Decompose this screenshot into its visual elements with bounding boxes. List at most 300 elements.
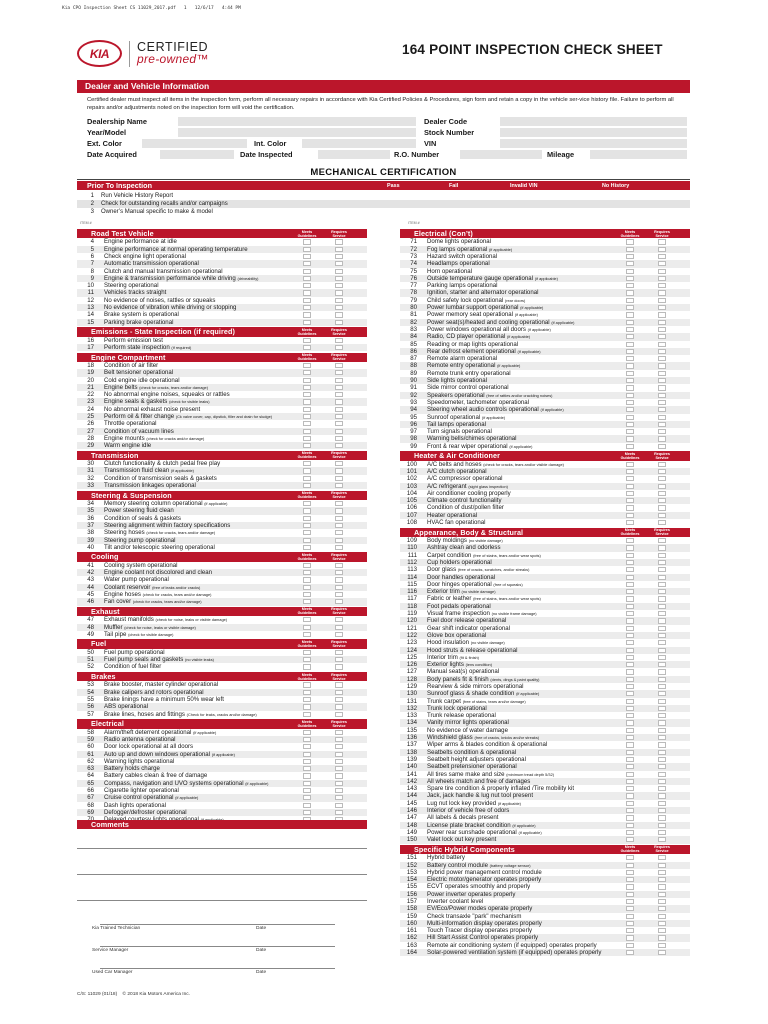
meets-guidelines-checkbox[interactable] [626,342,634,347]
meets-guidelines-checkbox[interactable] [626,429,634,434]
requires-service-checkbox[interactable] [658,513,666,518]
meets-guidelines-checkbox[interactable] [626,706,634,711]
requires-service-checkbox[interactable] [658,662,666,667]
meets-guidelines-checkbox[interactable] [626,677,634,682]
meets-guidelines-checkbox[interactable] [626,892,634,897]
meets-guidelines-checkbox[interactable] [303,305,311,310]
meets-guidelines-checkbox[interactable] [626,626,634,631]
meets-guidelines-checkbox[interactable] [626,290,634,295]
meets-guidelines-checkbox[interactable] [626,728,634,733]
requires-service-checkbox[interactable] [658,677,666,682]
requires-service-checkbox[interactable] [658,855,666,860]
meets-guidelines-checkbox[interactable] [626,498,634,503]
requires-service-checkbox[interactable] [335,766,343,771]
meets-guidelines-checkbox[interactable] [303,570,311,575]
meets-guidelines-checkbox[interactable] [626,254,634,259]
requires-service-checkbox[interactable] [335,592,343,597]
requires-service-checkbox[interactable] [335,545,343,550]
requires-service-checkbox[interactable] [335,407,343,412]
requires-service-checkbox[interactable] [335,577,343,582]
requires-service-checkbox[interactable] [658,884,666,889]
meets-guidelines-checkbox[interactable] [626,589,634,594]
meets-guidelines-checkbox[interactable] [626,633,634,638]
requires-service-checkbox[interactable] [658,371,666,376]
requires-service-checkbox[interactable] [658,713,666,718]
requires-service-checkbox[interactable] [658,276,666,281]
requires-service-checkbox[interactable] [335,664,343,669]
ro-number-field[interactable] [460,150,542,159]
requires-service-checkbox[interactable] [335,305,343,310]
requires-service-checkbox[interactable] [658,626,666,631]
requires-service-checkbox[interactable] [658,950,666,955]
requires-service-checkbox[interactable] [658,892,666,897]
requires-service-checkbox[interactable] [335,810,343,815]
meets-guidelines-checkbox[interactable] [626,837,634,842]
requires-service-checkbox[interactable] [658,462,666,467]
requires-service-checkbox[interactable] [658,269,666,274]
requires-service-checkbox[interactable] [658,633,666,638]
requires-service-checkbox[interactable] [658,393,666,398]
stock-number-field[interactable] [500,128,687,137]
meets-guidelines-checkbox[interactable] [303,599,311,604]
meets-guidelines-checkbox[interactable] [303,461,311,466]
meets-guidelines-checkbox[interactable] [626,596,634,601]
meets-guidelines-checkbox[interactable] [626,943,634,948]
meets-guidelines-checkbox[interactable] [626,407,634,412]
requires-service-checkbox[interactable] [658,837,666,842]
meets-guidelines-checkbox[interactable] [626,553,634,558]
meets-guidelines-checkbox[interactable] [303,810,311,815]
requires-service-checkbox[interactable] [335,436,343,441]
meets-guidelines-checkbox[interactable] [626,699,634,704]
meets-guidelines-checkbox[interactable] [303,345,311,350]
meets-guidelines-checkbox[interactable] [303,704,311,709]
requires-service-checkbox[interactable] [658,429,666,434]
meets-guidelines-checkbox[interactable] [626,444,634,449]
meets-guidelines-checkbox[interactable] [303,421,311,426]
requires-service-checkbox[interactable] [658,363,666,368]
meets-guidelines-checkbox[interactable] [303,690,311,695]
requires-service-checkbox[interactable] [658,407,666,412]
requires-service-checkbox[interactable] [658,247,666,252]
requires-service-checkbox[interactable] [335,523,343,528]
requires-service-checkbox[interactable] [335,269,343,274]
requires-service-checkbox[interactable] [335,468,343,473]
requires-service-checkbox[interactable] [658,772,666,777]
requires-service-checkbox[interactable] [658,491,666,496]
meets-guidelines-checkbox[interactable] [303,276,311,281]
requires-service-checkbox[interactable] [335,414,343,419]
requires-service-checkbox[interactable] [658,735,666,740]
requires-service-checkbox[interactable] [335,399,343,404]
meets-guidelines-checkbox[interactable] [303,298,311,303]
meets-guidelines-checkbox[interactable] [303,392,311,397]
meets-guidelines-checkbox[interactable] [626,582,634,587]
requires-service-checkbox[interactable] [658,560,666,565]
meets-guidelines-checkbox[interactable] [626,261,634,266]
requires-service-checkbox[interactable] [335,298,343,303]
requires-service-checkbox[interactable] [335,788,343,793]
meets-guidelines-checkbox[interactable] [626,247,634,252]
meets-guidelines-checkbox[interactable] [626,655,634,660]
requires-service-checkbox[interactable] [658,505,666,510]
requires-service-checkbox[interactable] [658,498,666,503]
requires-service-checkbox[interactable] [335,516,343,521]
requires-service-checkbox[interactable] [658,476,666,481]
vin-field[interactable] [500,139,687,148]
meets-guidelines-checkbox[interactable] [626,334,634,339]
requires-service-checkbox[interactable] [335,261,343,266]
meets-guidelines-checkbox[interactable] [303,261,311,266]
requires-service-checkbox[interactable] [658,589,666,594]
requires-service-checkbox[interactable] [658,742,666,747]
requires-service-checkbox[interactable] [658,290,666,295]
meets-guidelines-checkbox[interactable] [303,254,311,259]
meets-guidelines-checkbox[interactable] [626,305,634,310]
meets-guidelines-checkbox[interactable] [303,592,311,597]
meets-guidelines-checkbox[interactable] [303,664,311,669]
requires-service-checkbox[interactable] [335,730,343,735]
requires-service-checkbox[interactable] [658,863,666,868]
meets-guidelines-checkbox[interactable] [626,520,634,525]
requires-service-checkbox[interactable] [658,928,666,933]
meets-guidelines-checkbox[interactable] [303,290,311,295]
requires-service-checkbox[interactable] [658,444,666,449]
requires-service-checkbox[interactable] [658,899,666,904]
requires-service-checkbox[interactable] [335,338,343,343]
comment-line[interactable] [77,874,367,875]
requires-service-checkbox[interactable] [335,697,343,702]
meets-guidelines-checkbox[interactable] [626,648,634,653]
meets-guidelines-checkbox[interactable] [303,399,311,404]
requires-service-checkbox[interactable] [658,815,666,820]
meets-guidelines-checkbox[interactable] [626,385,634,390]
requires-service-checkbox[interactable] [335,752,343,757]
meets-guidelines-checkbox[interactable] [303,632,311,637]
dealer-code-field[interactable] [500,117,687,126]
ext-color-field[interactable] [142,139,247,148]
meets-guidelines-checkbox[interactable] [626,750,634,755]
requires-service-checkbox[interactable] [658,436,666,441]
meets-guidelines-checkbox[interactable] [626,575,634,580]
requires-service-checkbox[interactable] [335,625,343,630]
meets-guidelines-checkbox[interactable] [626,921,634,926]
tech-signature-line[interactable] [100,924,335,925]
meets-guidelines-checkbox[interactable] [626,476,634,481]
date-acquired-field[interactable] [160,150,234,159]
meets-guidelines-checkbox[interactable] [626,720,634,725]
requires-service-checkbox[interactable] [335,239,343,244]
requires-service-checkbox[interactable] [658,786,666,791]
requires-service-checkbox[interactable] [335,345,343,350]
requires-service-checkbox[interactable] [335,712,343,717]
meets-guidelines-checkbox[interactable] [303,788,311,793]
requires-service-checkbox[interactable] [658,254,666,259]
meets-guidelines-checkbox[interactable] [626,320,634,325]
meets-guidelines-checkbox[interactable] [626,877,634,882]
meets-guidelines-checkbox[interactable] [303,617,311,622]
requires-service-checkbox[interactable] [335,320,343,325]
requires-service-checkbox[interactable] [658,538,666,543]
meets-guidelines-checkbox[interactable] [626,779,634,784]
meets-guidelines-checkbox[interactable] [303,363,311,368]
meets-guidelines-checkbox[interactable] [626,349,634,354]
meets-guidelines-checkbox[interactable] [303,312,311,317]
meets-guidelines-checkbox[interactable] [303,530,311,535]
meets-guidelines-checkbox[interactable] [626,491,634,496]
meets-guidelines-checkbox[interactable] [626,567,634,572]
requires-service-checkbox[interactable] [658,935,666,940]
meets-guidelines-checkbox[interactable] [626,691,634,696]
meets-guidelines-checkbox[interactable] [303,501,311,506]
requires-service-checkbox[interactable] [335,476,343,481]
meets-guidelines-checkbox[interactable] [303,803,311,808]
meets-guidelines-checkbox[interactable] [626,513,634,518]
meets-guidelines-checkbox[interactable] [303,759,311,764]
meets-guidelines-checkbox[interactable] [303,407,311,412]
meets-guidelines-checkbox[interactable] [303,338,311,343]
requires-service-checkbox[interactable] [658,582,666,587]
meets-guidelines-checkbox[interactable] [626,815,634,820]
meets-guidelines-checkbox[interactable] [626,801,634,806]
dealership-name-field[interactable] [178,117,416,126]
requires-service-checkbox[interactable] [658,469,666,474]
meets-guidelines-checkbox[interactable] [303,538,311,543]
requires-service-checkbox[interactable] [658,801,666,806]
meets-guidelines-checkbox[interactable] [303,476,311,481]
meets-guidelines-checkbox[interactable] [626,298,634,303]
date-inspected-field[interactable] [318,150,390,159]
requires-service-checkbox[interactable] [335,501,343,506]
requires-service-checkbox[interactable] [658,720,666,725]
meets-guidelines-checkbox[interactable] [626,327,634,332]
requires-service-checkbox[interactable] [335,254,343,259]
requires-service-checkbox[interactable] [658,545,666,550]
meets-guidelines-checkbox[interactable] [626,640,634,645]
meets-guidelines-checkbox[interactable] [303,625,311,630]
requires-service-checkbox[interactable] [658,239,666,244]
requires-service-checkbox[interactable] [658,349,666,354]
requires-service-checkbox[interactable] [335,759,343,764]
meets-guidelines-checkbox[interactable] [626,914,634,919]
meets-guidelines-checkbox[interactable] [303,766,311,771]
meets-guidelines-checkbox[interactable] [303,508,311,513]
requires-service-checkbox[interactable] [658,921,666,926]
requires-service-checkbox[interactable] [335,563,343,568]
int-color-field[interactable] [302,139,416,148]
meets-guidelines-checkbox[interactable] [626,469,634,474]
requires-service-checkbox[interactable] [658,669,666,674]
meets-guidelines-checkbox[interactable] [626,870,634,875]
mileage-field[interactable] [590,150,687,159]
meets-guidelines-checkbox[interactable] [626,928,634,933]
requires-service-checkbox[interactable] [658,757,666,762]
requires-service-checkbox[interactable] [335,650,343,655]
requires-service-checkbox[interactable] [335,461,343,466]
requires-service-checkbox[interactable] [335,617,343,622]
meets-guidelines-checkbox[interactable] [626,269,634,274]
requires-service-checkbox[interactable] [658,684,666,689]
meets-guidelines-checkbox[interactable] [626,793,634,798]
meets-guidelines-checkbox[interactable] [626,899,634,904]
used-car-signature-line[interactable] [100,968,335,969]
requires-service-checkbox[interactable] [658,830,666,835]
meets-guidelines-checkbox[interactable] [626,436,634,441]
requires-service-checkbox[interactable] [335,585,343,590]
requires-service-checkbox[interactable] [658,914,666,919]
meets-guidelines-checkbox[interactable] [303,436,311,441]
requires-service-checkbox[interactable] [335,773,343,778]
requires-service-checkbox[interactable] [335,290,343,295]
requires-service-checkbox[interactable] [335,599,343,604]
meets-guidelines-checkbox[interactable] [303,523,311,528]
requires-service-checkbox[interactable] [658,728,666,733]
requires-service-checkbox[interactable] [658,305,666,310]
meets-guidelines-checkbox[interactable] [303,657,311,662]
requires-service-checkbox[interactable] [658,604,666,609]
meets-guidelines-checkbox[interactable] [626,378,634,383]
meets-guidelines-checkbox[interactable] [626,393,634,398]
meets-guidelines-checkbox[interactable] [626,604,634,609]
meets-guidelines-checkbox[interactable] [303,247,311,252]
meets-guidelines-checkbox[interactable] [626,950,634,955]
requires-service-checkbox[interactable] [658,342,666,347]
requires-service-checkbox[interactable] [335,392,343,397]
meets-guidelines-checkbox[interactable] [626,415,634,420]
requires-service-checkbox[interactable] [335,276,343,281]
meets-guidelines-checkbox[interactable] [626,618,634,623]
meets-guidelines-checkbox[interactable] [303,585,311,590]
meets-guidelines-checkbox[interactable] [303,781,311,786]
requires-service-checkbox[interactable] [335,795,343,800]
comment-line[interactable] [77,900,367,901]
requires-service-checkbox[interactable] [658,520,666,525]
meets-guidelines-checkbox[interactable] [626,808,634,813]
requires-service-checkbox[interactable] [335,370,343,375]
requires-service-checkbox[interactable] [658,706,666,711]
meets-guidelines-checkbox[interactable] [626,283,634,288]
meets-guidelines-checkbox[interactable] [303,744,311,749]
requires-service-checkbox[interactable] [335,483,343,488]
meets-guidelines-checkbox[interactable] [303,730,311,735]
meets-guidelines-checkbox[interactable] [626,545,634,550]
requires-service-checkbox[interactable] [658,385,666,390]
meets-guidelines-checkbox[interactable] [303,429,311,434]
requires-service-checkbox[interactable] [658,750,666,755]
requires-service-checkbox[interactable] [658,618,666,623]
requires-service-checkbox[interactable] [658,823,666,828]
meets-guidelines-checkbox[interactable] [626,863,634,868]
meets-guidelines-checkbox[interactable] [303,320,311,325]
requires-service-checkbox[interactable] [658,611,666,616]
meets-guidelines-checkbox[interactable] [626,735,634,740]
requires-service-checkbox[interactable] [335,312,343,317]
meets-guidelines-checkbox[interactable] [626,560,634,565]
requires-service-checkbox[interactable] [658,870,666,875]
meets-guidelines-checkbox[interactable] [626,312,634,317]
meets-guidelines-checkbox[interactable] [626,363,634,368]
year-model-field[interactable] [178,128,416,137]
meets-guidelines-checkbox[interactable] [303,283,311,288]
requires-service-checkbox[interactable] [335,363,343,368]
meets-guidelines-checkbox[interactable] [626,538,634,543]
requires-service-checkbox[interactable] [658,640,666,645]
requires-service-checkbox[interactable] [335,781,343,786]
requires-service-checkbox[interactable] [335,803,343,808]
meets-guidelines-checkbox[interactable] [303,563,311,568]
requires-service-checkbox[interactable] [658,906,666,911]
meets-guidelines-checkbox[interactable] [626,462,634,467]
requires-service-checkbox[interactable] [658,378,666,383]
requires-service-checkbox[interactable] [658,691,666,696]
requires-service-checkbox[interactable] [658,312,666,317]
requires-service-checkbox[interactable] [335,385,343,390]
requires-service-checkbox[interactable] [335,744,343,749]
requires-service-checkbox[interactable] [335,530,343,535]
meets-guidelines-checkbox[interactable] [303,269,311,274]
requires-service-checkbox[interactable] [658,422,666,427]
requires-service-checkbox[interactable] [658,261,666,266]
meets-guidelines-checkbox[interactable] [303,697,311,702]
requires-service-checkbox[interactable] [658,356,666,361]
meets-guidelines-checkbox[interactable] [626,764,634,769]
requires-service-checkbox[interactable] [658,793,666,798]
meets-guidelines-checkbox[interactable] [303,650,311,655]
meets-guidelines-checkbox[interactable] [626,669,634,674]
requires-service-checkbox[interactable] [658,327,666,332]
meets-guidelines-checkbox[interactable] [303,468,311,473]
requires-service-checkbox[interactable] [335,538,343,543]
meets-guidelines-checkbox[interactable] [626,830,634,835]
requires-service-checkbox[interactable] [658,877,666,882]
requires-service-checkbox[interactable] [658,283,666,288]
meets-guidelines-checkbox[interactable] [303,773,311,778]
requires-service-checkbox[interactable] [658,415,666,420]
requires-service-checkbox[interactable] [658,567,666,572]
requires-service-checkbox[interactable] [335,657,343,662]
meets-guidelines-checkbox[interactable] [626,935,634,940]
meets-guidelines-checkbox[interactable] [626,422,634,427]
meets-guidelines-checkbox[interactable] [626,276,634,281]
requires-service-checkbox[interactable] [335,378,343,383]
requires-service-checkbox[interactable] [335,704,343,709]
meets-guidelines-checkbox[interactable] [303,712,311,717]
meets-guidelines-checkbox[interactable] [626,484,634,489]
meets-guidelines-checkbox[interactable] [626,884,634,889]
meets-guidelines-checkbox[interactable] [303,443,311,448]
requires-service-checkbox[interactable] [658,779,666,784]
requires-service-checkbox[interactable] [658,298,666,303]
meets-guidelines-checkbox[interactable] [626,371,634,376]
meets-guidelines-checkbox[interactable] [303,483,311,488]
meets-guidelines-checkbox[interactable] [626,855,634,860]
meets-guidelines-checkbox[interactable] [626,742,634,747]
meets-guidelines-checkbox[interactable] [303,516,311,521]
requires-service-checkbox[interactable] [335,682,343,687]
meets-guidelines-checkbox[interactable] [303,545,311,550]
requires-service-checkbox[interactable] [335,429,343,434]
meets-guidelines-checkbox[interactable] [626,662,634,667]
requires-service-checkbox[interactable] [658,808,666,813]
meets-guidelines-checkbox[interactable] [626,611,634,616]
requires-service-checkbox[interactable] [658,699,666,704]
requires-service-checkbox[interactable] [658,575,666,580]
requires-service-checkbox[interactable] [658,553,666,558]
requires-service-checkbox[interactable] [658,400,666,405]
meets-guidelines-checkbox[interactable] [626,505,634,510]
meets-guidelines-checkbox[interactable] [626,906,634,911]
service-signature-line[interactable] [100,946,335,947]
